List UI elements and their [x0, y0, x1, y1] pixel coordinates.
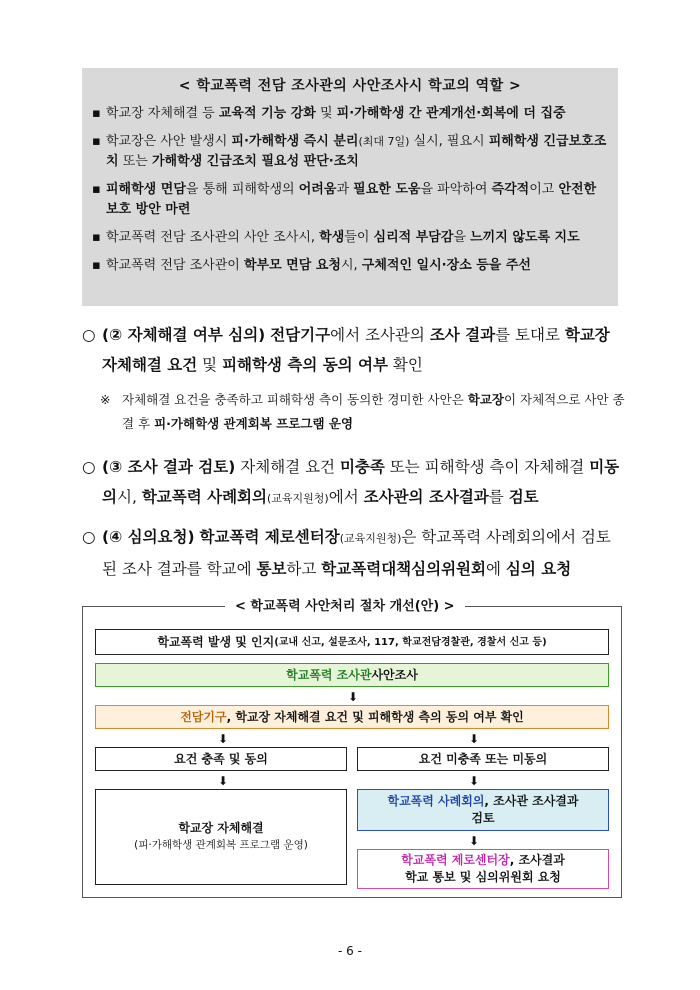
role-item-3: [92, 180, 608, 220]
para-bold: 검토: [508, 488, 539, 506]
role-item-bold: 피해학생 긴급보호조치: [106, 134, 607, 169]
role-item-text: 이고: [529, 182, 559, 197]
para-small: (교육지원청): [267, 492, 329, 505]
note-bold: 피·가해학생 관계회복 프로그램 운영: [154, 416, 354, 431]
paragraph-step3: [82, 452, 622, 514]
step-heading: (② 자체해결 여부 심의): [102, 326, 266, 344]
step-heading: (③ 조사 결과 검토): [102, 458, 236, 476]
role-item-bold: 심리적 부담감: [373, 230, 454, 245]
role-item-bold: 즉각적: [491, 182, 530, 197]
para-text: 확인: [388, 356, 423, 374]
note-text: 이 자체적으로 사안 종결 후: [122, 392, 625, 431]
circle-marker: ○: [82, 326, 96, 344]
para-text: 또는 피해학생 측이 자체해결: [384, 458, 590, 476]
role-item-4: [92, 228, 608, 248]
role-item-bold: 피해학생 면담: [106, 182, 186, 197]
bullet: ▪: [92, 258, 101, 273]
role-item-text: 학교장은 사안 발생시: [106, 134, 232, 149]
role-item-text: 을: [453, 230, 471, 245]
arrow-down-icon: ⬇: [347, 690, 359, 704]
box-small-text: (교내 신고, 설문조사, 117, 학교전담경찰관, 경찰서 신고 등): [274, 636, 547, 648]
box-accent-text: 전담기구: [180, 709, 227, 724]
role-item-bold: 어려움: [298, 182, 337, 197]
arrow-down-icon: ⬇: [468, 774, 480, 788]
box-text: , 조사결과: [509, 853, 565, 867]
procedure-flowchart: [82, 599, 622, 898]
step-heading: (④ 심의요청): [102, 528, 195, 546]
para-text: 를: [488, 488, 509, 506]
para-text: 자체해결 요건: [235, 458, 340, 476]
para-text: 및: [197, 356, 223, 374]
arrow-down-icon: ⬇: [217, 732, 229, 746]
role-item-text: 들이: [344, 230, 374, 245]
role-item-text: 시,: [340, 258, 362, 273]
para-bold: 통보: [256, 560, 287, 578]
box-text: 학교 통보 및 심의위원회 요청: [405, 870, 561, 884]
box-accent-text: 학교폭력 조사관: [286, 667, 372, 682]
page-number: - 6 -: [338, 944, 362, 958]
circle-marker: ○: [82, 528, 96, 546]
role-item-bold: 피·가해학생 간 관계개선·회복에 더 집중: [336, 106, 566, 121]
role-item-text: 과: [336, 182, 354, 197]
arrow-down-icon: ⬇: [217, 774, 229, 788]
role-item-text: 학교폭력 전담 조사관의 사안 조사시,: [106, 230, 320, 245]
role-item-bold: 느끼지 않도록 지도: [470, 230, 580, 245]
arrow-down-icon: ⬇: [468, 834, 480, 848]
para-bold: 피해학생 측의 동의 여부: [222, 356, 388, 374]
role-item-bold: 학생: [319, 230, 345, 245]
bullet: ▪: [92, 230, 101, 245]
box-accent-text: 학교폭력 제로센터장: [401, 853, 510, 867]
box-text: 학교장 자체해결: [178, 821, 264, 835]
role-item-text: 실시, 필요시: [409, 134, 489, 149]
role-item-1: [92, 104, 608, 124]
para-text: 하고: [286, 560, 322, 578]
role-item-bold: 가해학생 긴급조치 필요성 판단·조치: [151, 154, 359, 169]
para-text: 를 토대로: [495, 326, 565, 344]
para-bold: 미동의: [102, 458, 620, 506]
para-small: (교육지원청): [339, 532, 402, 545]
para-bold: 학교장 자체해결 요건: [102, 326, 610, 374]
para-bold: 조사 결과: [429, 326, 496, 344]
para-text: 에서 조사관의: [330, 326, 430, 344]
role-item-bold: 학부모 면담 요청: [243, 258, 341, 273]
role-item-text: 또는: [118, 154, 152, 169]
role-item-bold: 안전한 보호 방안 마련: [106, 182, 597, 217]
box-text: 사안조사: [371, 667, 418, 682]
paragraph-step4: [82, 522, 622, 584]
para-bold: 미충족: [339, 458, 385, 476]
box-text: , 조사관 조사결과: [484, 794, 579, 808]
circle-marker: ○: [82, 458, 96, 476]
para-bold: 학교폭력 제로센터장: [199, 528, 340, 546]
bullet: ▪: [92, 182, 101, 197]
role-item-5: [92, 256, 608, 276]
box-self-resolution: [95, 789, 347, 885]
school-role-box: [82, 68, 618, 306]
box-text: 학교폭력 발생 및 인지: [157, 634, 275, 649]
box-zero-center: [357, 849, 609, 889]
box-committee-check: [95, 705, 609, 729]
role-item-bold: 구체적인 일시·장소 등을 주선: [361, 258, 531, 273]
role-item-text: 학교폭력 전담 조사관이: [106, 258, 244, 273]
role-item-2: [92, 132, 608, 172]
box-requirements-unmet: 요건 미충족 또는 미동의: [357, 747, 609, 771]
role-item-text: 학교장 자체해결 등: [106, 106, 219, 121]
role-item-bold: 교육적 기능 강화: [218, 106, 316, 121]
flowchart-title: < 학교폭력 사안처리 절차 개선(안) >: [225, 598, 465, 616]
para-bold: 심의 요청: [505, 560, 572, 578]
para-bold: 학교폭력대책심의위원회: [321, 560, 487, 578]
arrow-down-icon: ⬇: [468, 732, 480, 746]
role-box-title: < 학교폭력 전담 조사관의 사안조사시 학교의 역할 >: [178, 78, 522, 94]
para-text: 에서: [328, 488, 364, 506]
para-text: 은 학교폭력 사례회의에서 검토된 조사 결과를 학교에: [102, 528, 611, 578]
role-item-bold: 피·가해학생 즉시 분리: [231, 134, 359, 149]
note-text: 자체해결 요건을 충족하고 피해학생 측이 동의한 경미한 사안은: [122, 392, 468, 407]
para-bold: 학교폭력 사례회의: [141, 488, 267, 506]
box-case-meeting: [357, 789, 609, 831]
role-item-small: (최대 7일): [358, 135, 410, 148]
box-investigation: [95, 663, 609, 687]
bullet: ▪: [92, 134, 101, 149]
role-item-bold: 필요한 도움: [353, 182, 421, 197]
box-text: , 학교장 자체해결 요건 및 피해학생 측의 동의 여부 확인: [226, 709, 524, 724]
box-sub-text: (피·가해학생 관계회복 프로그램 운영): [134, 839, 308, 851]
role-item-text: 을 통해 피해학생의: [185, 182, 299, 197]
para-text: 에: [486, 560, 506, 578]
para-text: 시,: [116, 488, 142, 506]
box-text: 검토: [471, 811, 495, 825]
box-requirements-met: 요건 충족 및 동의: [95, 747, 347, 771]
note-bold: 학교장: [467, 392, 504, 407]
para-bold: 조사관의 조사결과: [363, 488, 489, 506]
box-accent-text: 학교폭력 사례회의: [387, 794, 485, 808]
role-item-text: 을 파악하여: [420, 182, 492, 197]
role-item-text: 및: [315, 106, 337, 121]
para-bold: 전담기구: [270, 326, 331, 344]
paragraph-step2: [82, 320, 622, 380]
note-self-resolution: [100, 388, 625, 436]
box-occurrence: [95, 629, 609, 655]
reference-mark: ※: [100, 392, 111, 407]
bullet: ▪: [92, 106, 101, 121]
